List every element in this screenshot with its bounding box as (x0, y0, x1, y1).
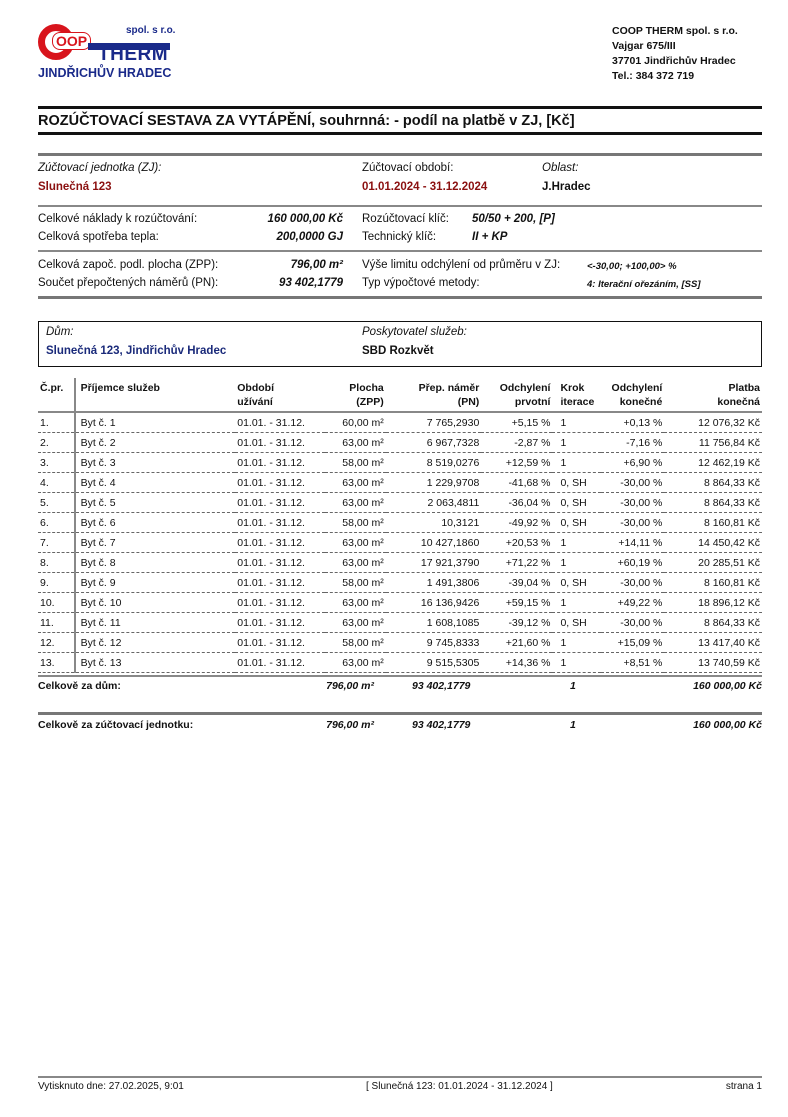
cell-step: 1 (552, 593, 601, 613)
costs-label: Celkové náklady k rozúčtování: (38, 213, 198, 225)
cell-fdev: -30,00 % (601, 473, 664, 493)
cell-pay: 18 896,12 Kč (664, 593, 762, 613)
cell-fdev: +49,22 % (601, 593, 664, 613)
cell-area: 58,00 m² (325, 633, 386, 653)
cell-area: 63,00 m² (325, 653, 386, 673)
house-label: Dům: (46, 326, 74, 338)
area-label: Oblast: (542, 162, 579, 174)
cell-dev: -41,68 % (481, 473, 552, 493)
cell-period: 01.01. - 31.12. (235, 553, 324, 573)
cell-period: 01.01. - 31.12. (235, 613, 324, 633)
house-total-pn: 93 402,1779 (412, 680, 471, 692)
cell-pn: 1 229,9708 (386, 473, 482, 493)
cell-fdev: +0,13 % (601, 412, 664, 433)
table-row (38, 653, 762, 673)
limit-value: <-30,00; +100,00> % (587, 261, 677, 272)
cell-step: 0, SH (552, 573, 601, 593)
cell-name: Byt č. 9 (75, 573, 236, 593)
cell-period: 01.01. - 31.12. (235, 593, 324, 613)
section-rule (38, 205, 762, 207)
cell-step: 1 (552, 453, 601, 473)
cell-fdev: +14,11 % (601, 533, 664, 553)
cell-step: 1 (552, 653, 601, 673)
cell-pay: 14 450,42 Kč (664, 533, 762, 553)
cell-fdev: +60,19 % (601, 553, 664, 573)
cell-pn: 10,3121 (386, 513, 482, 533)
cell-period: 01.01. - 31.12. (235, 653, 324, 673)
unit-total-pn: 93 402,1779 (412, 719, 471, 731)
cell-area: 63,00 m² (325, 613, 386, 633)
cell-name: Byt č. 8 (75, 553, 236, 573)
cell-no: 10. (38, 593, 75, 613)
cell-dev: -2,87 % (481, 433, 552, 453)
cell-pn: 16 136,9426 (386, 593, 482, 613)
col-final-deviation: Odchylení konečné (601, 378, 664, 412)
table-row (38, 433, 762, 453)
cell-no: 13. (38, 653, 75, 673)
cell-period: 01.01. - 31.12. (235, 513, 324, 533)
cell-area: 63,00 m² (325, 553, 386, 573)
company-name: COOP THERM spol. s r.o. (612, 25, 738, 37)
cell-pn: 8 519,0276 (386, 453, 482, 473)
table-row (38, 473, 762, 493)
unit-total-step: 1 (570, 719, 576, 731)
cell-pay: 20 285,51 Kč (664, 553, 762, 573)
tech-key-value: II + KP (472, 231, 508, 243)
cell-period: 01.01. - 31.12. (235, 533, 324, 553)
house-total-step: 1 (570, 680, 576, 692)
cell-no: 7. (38, 533, 75, 553)
house-total-payment: 160 000,00 Kč (693, 680, 762, 692)
company-address (612, 24, 738, 84)
cell-no: 5. (38, 493, 75, 513)
cell-dev: -49,92 % (481, 513, 552, 533)
cell-period: 01.01. - 31.12. (235, 493, 324, 513)
cell-area: 58,00 m² (325, 453, 386, 473)
cell-pay: 11 756,84 Kč (664, 433, 762, 453)
cell-name: Byt č. 2 (75, 433, 236, 453)
zpp-value: 796,00 m² (290, 259, 343, 271)
cell-name: Byt č. 13 (75, 653, 236, 673)
tech-key-label: Technický klíč: (362, 231, 437, 243)
cell-no: 6. (38, 513, 75, 533)
cell-pay: 12 076,32 Kč (664, 412, 762, 433)
cell-pay: 8 864,33 Kč (664, 473, 762, 493)
cell-fdev: -30,00 % (601, 513, 664, 533)
cell-area: 63,00 m² (325, 433, 386, 453)
provider-value: SBD Rozkvět (362, 345, 434, 357)
cell-area: 63,00 m² (325, 533, 386, 553)
col-pn: Přep. náměr (PN) (386, 378, 482, 412)
cell-no: 4. (38, 473, 75, 493)
pn-value: 93 402,1779 (279, 277, 343, 289)
period-value: 01.01.2024 - 31.12.2024 (362, 181, 488, 193)
cell-name: Byt č. 10 (75, 593, 236, 613)
key-label: Rozúčtovací klíč: (362, 213, 449, 225)
cell-fdev: +6,90 % (601, 453, 664, 473)
logo-therm: THERM (98, 44, 169, 65)
cell-period: 01.01. - 31.12. (235, 433, 324, 453)
method-value: 4: Iterační ořezáním, [SS] (587, 279, 701, 290)
cell-name: Byt č. 11 (75, 613, 236, 633)
cell-pay: 8 160,81 Kč (664, 513, 762, 533)
table-header (38, 378, 762, 412)
cell-fdev: -30,00 % (601, 613, 664, 633)
section-rule (38, 296, 762, 299)
logo-oop: OOP (52, 32, 91, 50)
company-city: 37701 Jindřichův Hradec (612, 55, 736, 67)
company-phone: Tel.: 384 372 719 (612, 70, 695, 82)
cell-dev: -39,04 % (481, 573, 552, 593)
cell-no: 12. (38, 633, 75, 653)
printed-date: Vytisknuto dne: 27.02.2025, 9:01 (38, 1081, 184, 1092)
cell-pn: 1 491,3806 (386, 573, 482, 593)
col-step: Krok iterace (552, 378, 601, 412)
section-rule (38, 153, 762, 156)
table-row (38, 633, 762, 653)
house-value: Slunečná 123, Jindřichův Hradec (46, 345, 227, 357)
col-no: Č.pr. (38, 378, 75, 412)
totals-rule (38, 712, 762, 715)
cell-area: 63,00 m² (325, 593, 386, 613)
pn-label: Součet přepočtených náměrů (PN): (38, 277, 219, 289)
cell-dev: -36,04 % (481, 493, 552, 513)
billing-table (38, 378, 762, 673)
period-label: Zúčtovací období: (362, 162, 454, 174)
cell-area: 60,00 m² (325, 412, 386, 433)
house-total-area: 796,00 m² (326, 680, 374, 692)
table-row (38, 533, 762, 553)
col-area: Plocha (ZPP) (325, 378, 386, 412)
house-total-label: Celkově za dům: (38, 680, 121, 692)
table-row (38, 412, 762, 433)
cell-no: 3. (38, 453, 75, 473)
page-title: ROZÚČTOVACÍ SESTAVA ZA VYTÁPĚNÍ, souhrnná: - podíl na platbě v ZJ, [Kč] (38, 113, 575, 129)
col-recipient: Příjemce služeb (75, 378, 236, 412)
cell-area: 63,00 m² (325, 473, 386, 493)
house-box (38, 321, 762, 367)
cell-no: 9. (38, 573, 75, 593)
logo-city: JINDŘICHŮV HRADEC (38, 66, 172, 80)
cell-step: 0, SH (552, 613, 601, 633)
cell-dev: +20,53 % (481, 533, 552, 553)
cell-pn: 1 608,1085 (386, 613, 482, 633)
zj-value: Slunečná 123 (38, 181, 112, 193)
cell-name: Byt č. 1 (75, 412, 236, 433)
cell-step: 1 (552, 553, 601, 573)
section-rule (38, 250, 762, 252)
cell-pn: 17 921,3790 (386, 553, 482, 573)
cell-name: Byt č. 3 (75, 453, 236, 473)
provider-label: Poskytovatel služeb: (362, 326, 467, 338)
heat-label: Celková spotřeba tepla: (38, 231, 159, 243)
footer-rule (38, 1076, 762, 1078)
cell-dev: +71,22 % (481, 553, 552, 573)
cell-name: Byt č. 12 (75, 633, 236, 653)
cell-fdev: -30,00 % (601, 573, 664, 593)
cell-no: 2. (38, 433, 75, 453)
cell-period: 01.01. - 31.12. (235, 633, 324, 653)
table-row (38, 593, 762, 613)
costs-value: 160 000,00 Kč (267, 213, 343, 225)
cell-pn: 10 427,1860 (386, 533, 482, 553)
cell-no: 11. (38, 613, 75, 633)
zpp-label: Celková započ. podl. plocha (ZPP): (38, 259, 219, 271)
cell-dev: +59,15 % (481, 593, 552, 613)
heat-value: 200,0000 GJ (276, 231, 343, 243)
key-value: 50/50 + 200, [P] (472, 213, 555, 225)
cell-area: 58,00 m² (325, 513, 386, 533)
cell-dev: +5,15 % (481, 412, 552, 433)
col-deviation: Odchylení prvotní (481, 378, 552, 412)
area-value: J.Hradec (542, 181, 591, 193)
page-number: strana 1 (725, 1081, 762, 1092)
cell-pn: 6 967,7328 (386, 433, 482, 453)
cell-area: 58,00 m² (325, 573, 386, 593)
zj-label: Zúčtovací jednotka (ZJ): (38, 162, 162, 174)
method-label: Typ výpočtové metody: (362, 277, 480, 289)
table-row (38, 513, 762, 533)
cell-pay: 13 417,40 Kč (664, 633, 762, 653)
cell-name: Byt č. 5 (75, 493, 236, 513)
cell-pay: 13 740,59 Kč (664, 653, 762, 673)
table-row (38, 573, 762, 593)
logo-spol: spol. s r.o. (126, 25, 176, 36)
cell-pn: 9 745,8333 (386, 633, 482, 653)
cell-period: 01.01. - 31.12. (235, 573, 324, 593)
company-logo (36, 22, 176, 82)
cell-step: 0, SH (552, 473, 601, 493)
cell-dev: -39,12 % (481, 613, 552, 633)
cell-fdev: +15,09 % (601, 633, 664, 653)
cell-period: 01.01. - 31.12. (235, 473, 324, 493)
cell-period: 01.01. - 31.12. (235, 453, 324, 473)
company-street: Vajgar 675/III (612, 40, 676, 52)
cell-step: 0, SH (552, 513, 601, 533)
totals-rule (38, 675, 762, 677)
cell-pn: 2 063,4811 (386, 493, 482, 513)
table-row (38, 453, 762, 473)
unit-total-label: Celkově za zúčtovací jednotku: (38, 719, 194, 731)
cell-pay: 8 864,33 Kč (664, 493, 762, 513)
cell-pay: 12 462,19 Kč (664, 453, 762, 473)
table-row (38, 613, 762, 633)
col-period: Období užívání (235, 378, 324, 412)
table-row (38, 553, 762, 573)
title-rule-bottom (38, 132, 762, 135)
cell-area: 63,00 m² (325, 493, 386, 513)
cell-fdev: -30,00 % (601, 493, 664, 513)
unit-total-area: 796,00 m² (326, 719, 374, 731)
cell-no: 1. (38, 412, 75, 433)
cell-pn: 9 515,5305 (386, 653, 482, 673)
footer-period: [ Slunečná 123: 01.01.2024 - 31.12.2024 ] (366, 1081, 553, 1092)
cell-pn: 7 765,2930 (386, 412, 482, 433)
unit-total-payment: 160 000,00 Kč (693, 719, 762, 731)
cell-fdev: -7,16 % (601, 433, 664, 453)
cell-pay: 8 160,81 Kč (664, 573, 762, 593)
cell-pay: 8 864,33 Kč (664, 613, 762, 633)
cell-name: Byt č. 4 (75, 473, 236, 493)
cell-step: 1 (552, 633, 601, 653)
cell-name: Byt č. 6 (75, 513, 236, 533)
cell-dev: +14,36 % (481, 653, 552, 673)
cell-step: 1 (552, 433, 601, 453)
cell-dev: +21,60 % (481, 633, 552, 653)
cell-step: 1 (552, 412, 601, 433)
cell-step: 1 (552, 533, 601, 553)
limit-label: Výše limitu odchýlení od průměru v ZJ: (362, 259, 561, 271)
col-payment: Platba konečná (664, 378, 762, 412)
cell-no: 8. (38, 553, 75, 573)
table-row (38, 493, 762, 513)
cell-name: Byt č. 7 (75, 533, 236, 553)
cell-period: 01.01. - 31.12. (235, 412, 324, 433)
cell-fdev: +8,51 % (601, 653, 664, 673)
cell-step: 0, SH (552, 493, 601, 513)
title-rule-top (38, 106, 762, 109)
cell-dev: +12,59 % (481, 453, 552, 473)
